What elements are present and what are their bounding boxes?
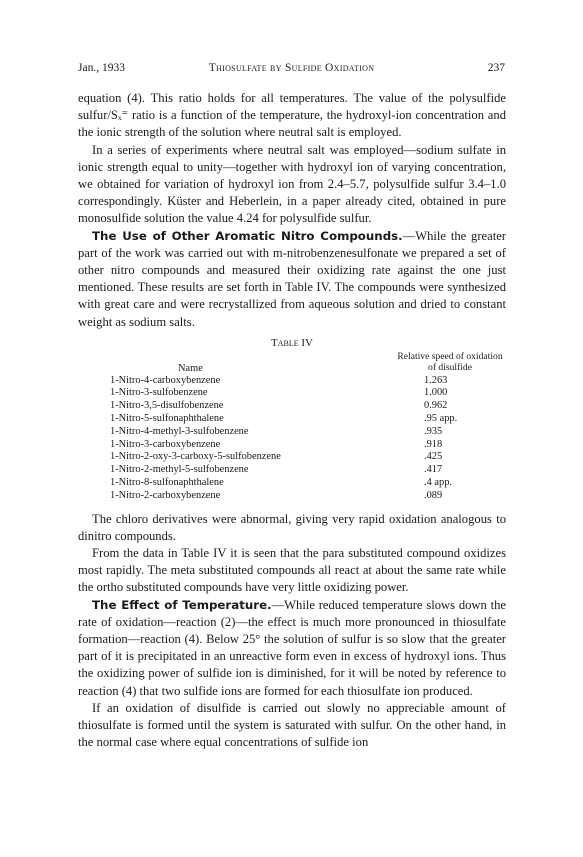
table-row: [78, 387, 506, 400]
header-date: Jan., 1933: [78, 62, 125, 74]
header-running-title: Thiosulfate by Sulfide Oxidation: [208, 62, 375, 74]
paragraph-5: From the data in Table IV it is seen that the para substituted compound oxidizes most rapidly. The meta substituted compounds all react at about the same rate while the ortho substituted compounds have very little oxidizing power.: [78, 546, 506, 595]
column-header-name: Name: [178, 362, 203, 374]
table-row: [78, 451, 506, 464]
oxidation-rate: 1.263: [424, 374, 448, 386]
compound-name: 1-Nitro-3,5-disulfobenzene: [110, 400, 224, 412]
table-row: [78, 400, 506, 413]
section-heading-temperature: The Effect of Temperature.: [92, 597, 272, 612]
table-row: [78, 477, 506, 490]
oxidation-rate: .918: [424, 438, 443, 450]
table-body: [78, 375, 506, 503]
table-row: [78, 464, 506, 477]
table-title: Table IV: [271, 336, 313, 349]
compound-name: 1-Nitro-4-methyl-3-sulfobenzene: [110, 425, 249, 437]
running-header: [78, 62, 505, 78]
compound-name: 1-Nitro-2-methyl-5-sulfobenzene: [110, 464, 249, 476]
table-row: [78, 490, 506, 503]
oxidation-rate: .417: [424, 464, 443, 476]
oxidation-rate: .4 app.: [424, 477, 452, 489]
oxidation-rate: .425: [424, 451, 443, 463]
compound-name: 1-Nitro-3-sulfobenzene: [110, 387, 208, 399]
compound-name: 1-Nitro-2-carboxybenzene: [110, 489, 221, 501]
table-iv: [78, 337, 506, 503]
paragraph-3-text: —While the greater part of the work was carried out with m-nitrobenzenesulfonate we prepared a set of other nitro compounds and measured their oxidizing rate against the one just mentioned. These results are set forth in Table IV. The compounds were synthesized with great care and were recrystallized from aqueous solution and dried to constant weight as sodium salts.: [78, 228, 506, 329]
paragraph-1: equation (4). This ratio holds for all temperatures. The value of the polysulfide sulfur/Sₓ⁼ ratio is a function of the temperature, the hydroxyl-ion concentration and the ionic strength of the solution where neutral salt is employed.: [78, 91, 506, 140]
header-page-number: 237: [487, 62, 505, 74]
table-row: [78, 413, 506, 426]
paragraph-4: The chloro derivatives were abnormal, giving very rapid oxidation analogous to dinitro compounds.: [78, 511, 506, 543]
oxidation-rate: 1.000: [424, 387, 448, 399]
column-header-rate: Relative speed of oxidation of disulfide: [397, 350, 503, 373]
table-row: [78, 375, 506, 388]
table-header: [78, 351, 506, 375]
paragraph-6-text: —While reduced temperature slows down the rate of oxidation—reaction (2)—the effect is much more pronounced in thiosulfate formation—reaction (4). Below 25° the solution of sulfur is so slow that the greater part of it is precipitated in an unreactive form even in excess of hydroxyl ions. Thus the oxidizing power of sulfide ion is diminished, for it will be noted by reference to reaction (4) that two sulfide ions are formed for each thiosulfate ion produced.: [78, 597, 506, 698]
oxidation-rate: .935: [424, 425, 443, 437]
oxidation-rate: .95 app.: [424, 413, 458, 425]
oxidation-rate: 0.962: [424, 400, 448, 412]
table-row: [78, 426, 506, 439]
table-row: [78, 439, 506, 452]
paragraph-2: In a series of experiments where neutral salt was employed—sodium sulfate in ionic strength equal to unity—together with hydroxyl ion of varying concentration, we obtained for variation of hydroxyl ion from 2.4–5.7, polysulfide sulfur 3.4–1.0 correspondingly. Küster and Heberlein, in a paper already cited, obtained in pure monosulfide solution the value 4.24 for polysulfide sulfur.: [78, 142, 506, 226]
compound-name: 1-Nitro-2-oxy-3-carboxy-5-sulfobenzene: [110, 451, 281, 463]
oxidation-rate: .089: [424, 489, 443, 501]
section-heading-nitro: The Use of Other Aromatic Nitro Compounds.: [92, 228, 403, 243]
compound-name: 1-Nitro-5-sulfonaphthalene: [110, 413, 224, 425]
compound-name: 1-Nitro-4-carboxybenzene: [110, 374, 221, 386]
compound-name: 1-Nitro-8-sulfonaphthalene: [110, 477, 224, 489]
paragraph-6: [78, 597, 506, 700]
paragraph-3: [78, 228, 506, 331]
body-text: [78, 90, 506, 751]
paragraph-7: If an oxidation of disulfide is carried out slowly no appreciable amount of thiosulfate is formed until the system is saturated with sulfur. On the other hand, in the normal case where equal concentrations of sulfide ion: [78, 700, 506, 750]
compound-name: 1-Nitro-3-carboxybenzene: [110, 438, 221, 450]
